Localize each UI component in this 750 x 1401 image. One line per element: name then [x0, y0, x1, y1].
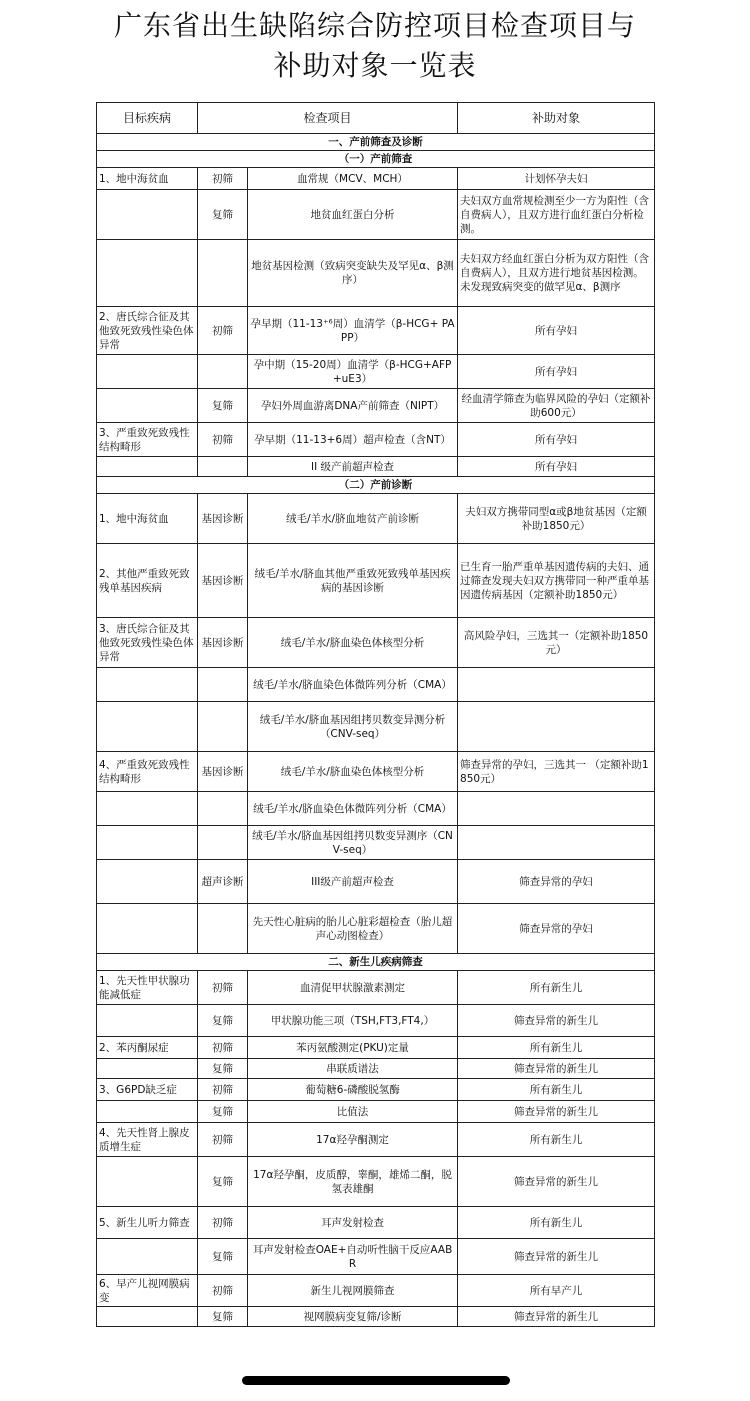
- disease-cell: 1、地中海贫血: [97, 168, 198, 190]
- item-cell: 耳声发射检查: [248, 1207, 458, 1239]
- stage-cell: [198, 826, 248, 860]
- table-row: [97, 1005, 655, 1037]
- disease-cell: 2、其他严重致死致残单基因疾病: [97, 544, 198, 618]
- table-row: [97, 826, 655, 860]
- disease-cell: [97, 1307, 198, 1327]
- target-cell: 所有孕妇: [458, 423, 655, 457]
- table-row: [97, 355, 655, 389]
- item-cell: 孕早期（11-13+6周）超声检查（含NT）: [248, 423, 458, 457]
- table-row: [97, 457, 655, 477]
- item-cell: 先天性心脏病的胎儿心脏彩超检查（胎儿超声心动图检查）: [248, 904, 458, 954]
- disease-cell: [97, 668, 198, 702]
- item-cell: 孕妇外周血游离DNA产前筛查（NIPT）: [248, 389, 458, 423]
- target-cell: 筛查异常的孕妇，三选其一 （定额补助1850元）: [458, 752, 655, 792]
- subsection-title: （二）产前诊断: [97, 477, 655, 494]
- table-row: [97, 618, 655, 668]
- target-cell: [458, 668, 655, 702]
- subsection-row: [97, 151, 655, 168]
- item-cell: 17α羟孕酮，皮质醇，睾酮，雄烯二酮，脱氢表雄酮: [248, 1157, 458, 1207]
- stage-cell: [198, 904, 248, 954]
- item-cell: 地贫基因检测（致病突变缺失及罕见α、β测序）: [248, 240, 458, 307]
- disease-cell: [97, 860, 198, 904]
- table-header-row: [97, 103, 655, 134]
- target-cell: 所有新生儿: [458, 1207, 655, 1239]
- header-items: 检查项目: [198, 103, 458, 134]
- table-row: [97, 971, 655, 1005]
- table-row: [97, 752, 655, 792]
- disease-cell: [97, 1005, 198, 1037]
- target-cell: 筛查异常的孕妇: [458, 860, 655, 904]
- disease-cell: 3、严重致死致残性结构畸形: [97, 423, 198, 457]
- target-cell: 所有新生儿: [458, 971, 655, 1005]
- table-row: [97, 190, 655, 240]
- target-cell: 筛查异常的新生儿: [458, 1239, 655, 1275]
- table-row: [97, 1307, 655, 1327]
- item-cell: 比值法: [248, 1101, 458, 1123]
- stage-cell: [198, 702, 248, 752]
- stage-cell: 初筛: [198, 168, 248, 190]
- target-cell: 高风险孕妇，三选其一（定额补助1850元）: [458, 618, 655, 668]
- subsection-row: [97, 477, 655, 494]
- stage-cell: 复筛: [198, 389, 248, 423]
- stage-cell: 超声诊断: [198, 860, 248, 904]
- table-row: [97, 1101, 655, 1123]
- disease-cell: 1、地中海贫血: [97, 494, 198, 544]
- title-line-2: 补助对象一览表: [273, 49, 477, 82]
- disease-cell: [97, 389, 198, 423]
- item-cell: 地贫血红蛋白分析: [248, 190, 458, 240]
- disease-cell: [97, 1239, 198, 1275]
- header-target: 补助对象: [458, 103, 655, 134]
- target-cell: [458, 826, 655, 860]
- item-cell: 耳声发射检查OAE+自动听性脑干反应AABR: [248, 1239, 458, 1275]
- table-row: [97, 1037, 655, 1059]
- stage-cell: 复筛: [198, 1101, 248, 1123]
- table-row: [97, 1123, 655, 1157]
- title-line-1: 广东省出生缺陷综合防控项目检查项目与: [113, 9, 636, 42]
- disease-cell: 5、新生儿听力筛查: [97, 1207, 198, 1239]
- table-row: [97, 1157, 655, 1207]
- item-cell: 绒毛/羊水/脐血染色体微阵列分析（CMA）: [248, 668, 458, 702]
- disease-cell: [97, 702, 198, 752]
- disease-cell: [97, 904, 198, 954]
- disease-cell: 2、唐氏综合征及其他致死致残性染色体异常: [97, 307, 198, 355]
- table-row: [97, 494, 655, 544]
- item-cell: 绒毛/羊水/脐血基因组拷贝数变异测序（CNV-seq）: [248, 826, 458, 860]
- stage-cell: 初筛: [198, 1123, 248, 1157]
- stage-cell: 初筛: [198, 971, 248, 1005]
- target-cell: 所有新生儿: [458, 1079, 655, 1101]
- stage-cell: 初筛: [198, 1275, 248, 1307]
- item-cell: 血清促甲状腺激素测定: [248, 971, 458, 1005]
- stage-cell: 复筛: [198, 1005, 248, 1037]
- disease-cell: [97, 355, 198, 389]
- stage-cell: 基因诊断: [198, 494, 248, 544]
- stage-cell: [198, 457, 248, 477]
- item-cell: 绒毛/羊水/脐血染色体核型分析: [248, 618, 458, 668]
- stage-cell: 复筛: [198, 1307, 248, 1327]
- stage-cell: 复筛: [198, 190, 248, 240]
- disease-cell: [97, 240, 198, 307]
- disease-cell: 4、严重致死致残性结构畸形: [97, 752, 198, 792]
- item-cell: 绒毛/羊水/脐血基因组拷贝数变异测分析 （CNV-seq）: [248, 702, 458, 752]
- target-cell: 夫妇双方经血红蛋白分析为双方阳性（含自费病人），且双方进行地贫基因检测。未发现致病突变的做罕见α、β测序: [458, 240, 655, 307]
- stage-cell: 基因诊断: [198, 618, 248, 668]
- disease-cell: [97, 1059, 198, 1079]
- disease-cell: 3、唐氏综合征及其他致死致残性染色体异常: [97, 618, 198, 668]
- table-row: [97, 1239, 655, 1275]
- header-disease: 目标疾病: [97, 103, 198, 134]
- item-cell: 串联质谱法: [248, 1059, 458, 1079]
- disease-cell: [97, 1157, 198, 1207]
- page-title: [0, 6, 750, 86]
- subsection-title: （一）产前筛查: [97, 151, 655, 168]
- section-row: [97, 134, 655, 151]
- stage-cell: 复筛: [198, 1239, 248, 1275]
- table-row: [97, 423, 655, 457]
- stage-cell: 初筛: [198, 1037, 248, 1059]
- stage-cell: 初筛: [198, 1207, 248, 1239]
- disease-cell: [97, 1101, 198, 1123]
- disease-cell: [97, 190, 198, 240]
- section-row: [97, 954, 655, 971]
- section-title: 一、产前筛查及诊断: [97, 134, 655, 151]
- table-row: [97, 168, 655, 190]
- stage-cell: 基因诊断: [198, 544, 248, 618]
- screening-table: [96, 102, 655, 1327]
- table-row: [97, 544, 655, 618]
- item-cell: 甲状腺功能三项（TSH,FT3,FT4,）: [248, 1005, 458, 1037]
- target-cell: 筛查异常的孕妇: [458, 904, 655, 954]
- stage-cell: [198, 792, 248, 826]
- disease-cell: [97, 826, 198, 860]
- item-cell: 视网膜病变复筛/诊断: [248, 1307, 458, 1327]
- item-cell: 绒毛/羊水/脐血其他严重致死致残单基因疾病的基因诊断: [248, 544, 458, 618]
- item-cell: 新生儿视网膜筛查: [248, 1275, 458, 1307]
- item-cell: 绒毛/羊水/脐血地贫产前诊断: [248, 494, 458, 544]
- target-cell: 已生育一胎严重单基因遗传病的夫妇、通过筛查发现夫妇双方携带同一种严重单基因遗传病基因（定额补助1850元）: [458, 544, 655, 618]
- disease-cell: 1、先天性甲状腺功能减低症: [97, 971, 198, 1005]
- target-cell: 筛查异常的新生儿: [458, 1059, 655, 1079]
- table-row: [97, 702, 655, 752]
- target-cell: 所有孕妇: [458, 307, 655, 355]
- target-cell: 夫妇双方携带同型α或β地贫基因（定额补助1850元）: [458, 494, 655, 544]
- table-row: [97, 1275, 655, 1307]
- item-cell: 绒毛/羊水/脐血染色体核型分析: [248, 752, 458, 792]
- item-cell: 孕早期（11-13⁺⁶周）血清学（β-HCG+ PAPP）: [248, 307, 458, 355]
- table-row: [97, 1059, 655, 1079]
- stage-cell: [198, 355, 248, 389]
- stage-cell: [198, 668, 248, 702]
- stage-cell: 初筛: [198, 1079, 248, 1101]
- target-cell: 所有新生儿: [458, 1123, 655, 1157]
- target-cell: 所有早产儿: [458, 1275, 655, 1307]
- stage-cell: 初筛: [198, 423, 248, 457]
- table-row: [97, 240, 655, 307]
- disease-cell: 2、苯丙酮尿症: [97, 1037, 198, 1059]
- target-cell: 所有孕妇: [458, 457, 655, 477]
- target-cell: [458, 792, 655, 826]
- table-row: [97, 860, 655, 904]
- item-cell: 孕中期（15-20周）血清学（β-HCG+AFP+uE3）: [248, 355, 458, 389]
- item-cell: 葡萄糖6-磷酸脱氢酶: [248, 1079, 458, 1101]
- disease-cell: 3、G6PD缺乏症: [97, 1079, 198, 1101]
- target-cell: 计划怀孕夫妇: [458, 168, 655, 190]
- item-cell: 血常规（MCV、MCH）: [248, 168, 458, 190]
- stage-cell: 初筛: [198, 307, 248, 355]
- target-cell: 所有孕妇: [458, 355, 655, 389]
- target-cell: [458, 702, 655, 752]
- table-row: [97, 792, 655, 826]
- section-title: 二、新生儿疾病筛查: [97, 954, 655, 971]
- stage-cell: [198, 240, 248, 307]
- item-cell: III级产前超声检查: [248, 860, 458, 904]
- table-row: [97, 1079, 655, 1101]
- target-cell: 筛查异常的新生儿: [458, 1157, 655, 1207]
- stage-cell: 基因诊断: [198, 752, 248, 792]
- disease-cell: 4、先天性肾上腺皮质增生症: [97, 1123, 198, 1157]
- disease-cell: [97, 792, 198, 826]
- table-row: [97, 904, 655, 954]
- target-cell: 筛查异常的新生儿: [458, 1101, 655, 1123]
- disease-cell: [97, 457, 198, 477]
- target-cell: 筛查异常的新生儿: [458, 1005, 655, 1037]
- disease-cell: 6、早产儿视网膜病变: [97, 1275, 198, 1307]
- table-row: [97, 389, 655, 423]
- item-cell: II 级产前超声检查: [248, 457, 458, 477]
- target-cell: 所有新生儿: [458, 1037, 655, 1059]
- table-row: [97, 307, 655, 355]
- target-cell: 筛查异常的新生儿: [458, 1307, 655, 1327]
- item-cell: 17α羟孕酮测定: [248, 1123, 458, 1157]
- stage-cell: 复筛: [198, 1157, 248, 1207]
- target-cell: 经血清学筛查为临界风险的孕妇（定额补助600元）: [458, 389, 655, 423]
- target-cell: 夫妇双方血常规检测至少一方为阳性（含自费病人），且双方进行血红蛋白分析检测。: [458, 190, 655, 240]
- item-cell: 苯丙氨酸测定(PKU)定量: [248, 1037, 458, 1059]
- item-cell: 绒毛/羊水/脐血染色体微阵列分析（CMA）: [248, 792, 458, 826]
- stage-cell: 复筛: [198, 1059, 248, 1079]
- table-row: [97, 1207, 655, 1239]
- table-row: [97, 668, 655, 702]
- home-indicator[interactable]: [242, 1376, 510, 1385]
